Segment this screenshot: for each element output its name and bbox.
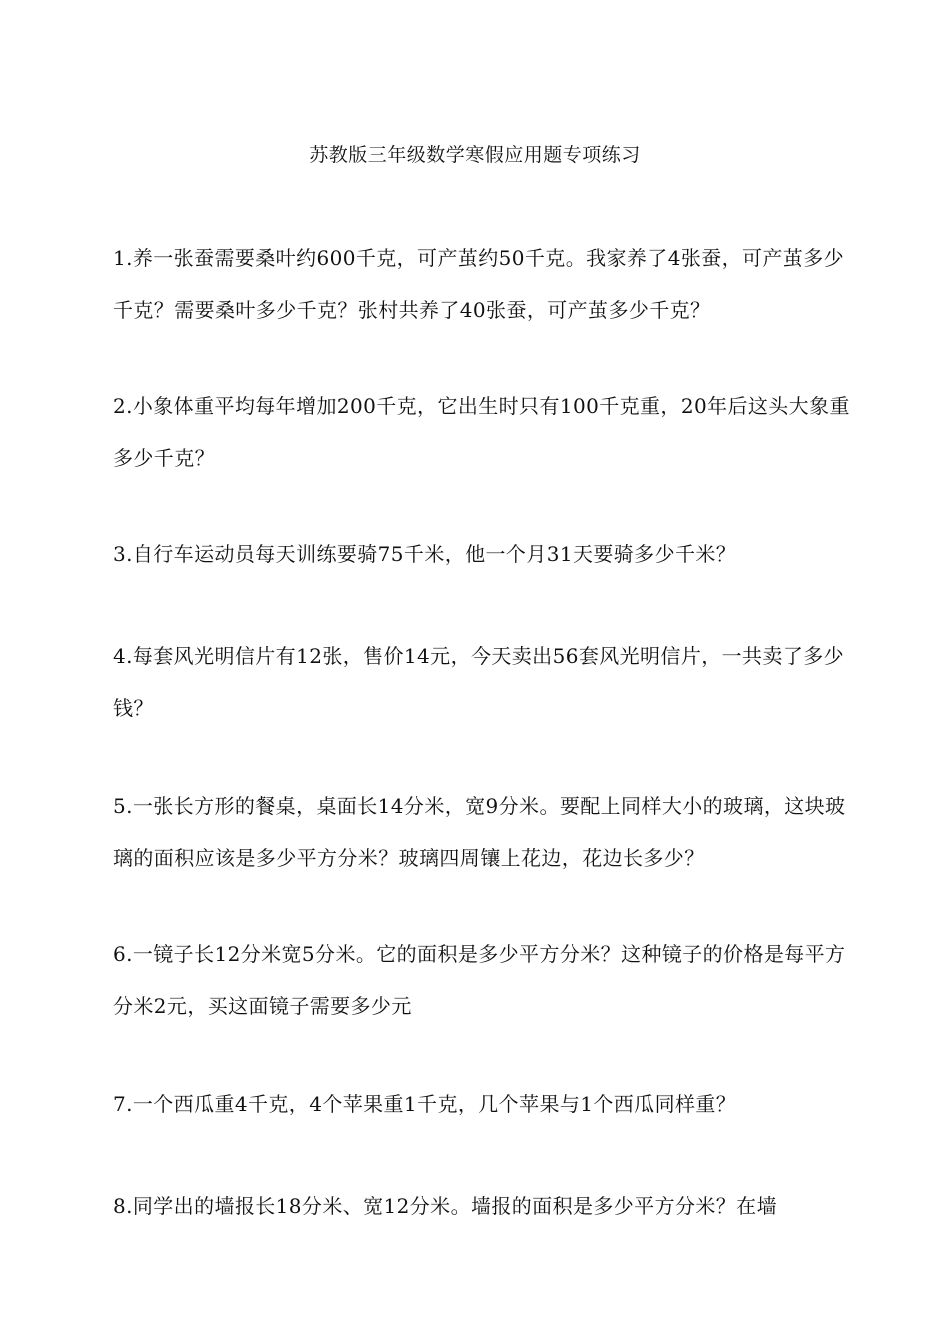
problem-1: 1.养一张蚕需要桑叶约600千克，可产茧约50千克。我家养了4张蚕，可产茧多少千克？需要桑叶多少千克？张村共养了40张蚕，可产茧多少千克？ [113, 246, 845, 322]
page-title: 苏教版三年级数学寒假应用题专项练习 [309, 144, 641, 166]
problem-8: 8.同学出的墙报长18分米、宽12分米。墙报的面积是多少平方分米？在墙 [113, 1194, 777, 1218]
problem-5: 5.一张长方形的餐桌，桌面长14分米，宽9分米。要配上同样大小的玻璃，这块玻璃的面积应该是多少平方分米？玻璃四周镶上花边，花边长多少？ [113, 794, 846, 870]
problem-6: 6.一镜子长12分米宽5分米。它的面积是多少平方分米？这种镜子的价格是每平方分米2元，买这面镜子需要多少元 [113, 942, 846, 1018]
problem-2: 2.小象体重平均每年增加200千克，它出生时只有100千克重，20年后这头大象重多少千克？ [113, 394, 850, 470]
problem-4: 4.每套风光明信片有12张，售价14元，今天卖出56套风光明信片，一共卖了多少钱？ [113, 644, 845, 720]
problem-3: 3.自行车运动员每天训练要骑75千米，他一个月31天要骑多少千米？ [113, 542, 737, 566]
problem-7: 7.一个西瓜重4千克，4个苹果重1千克，几个苹果与1个西瓜同样重？ [113, 1092, 737, 1116]
